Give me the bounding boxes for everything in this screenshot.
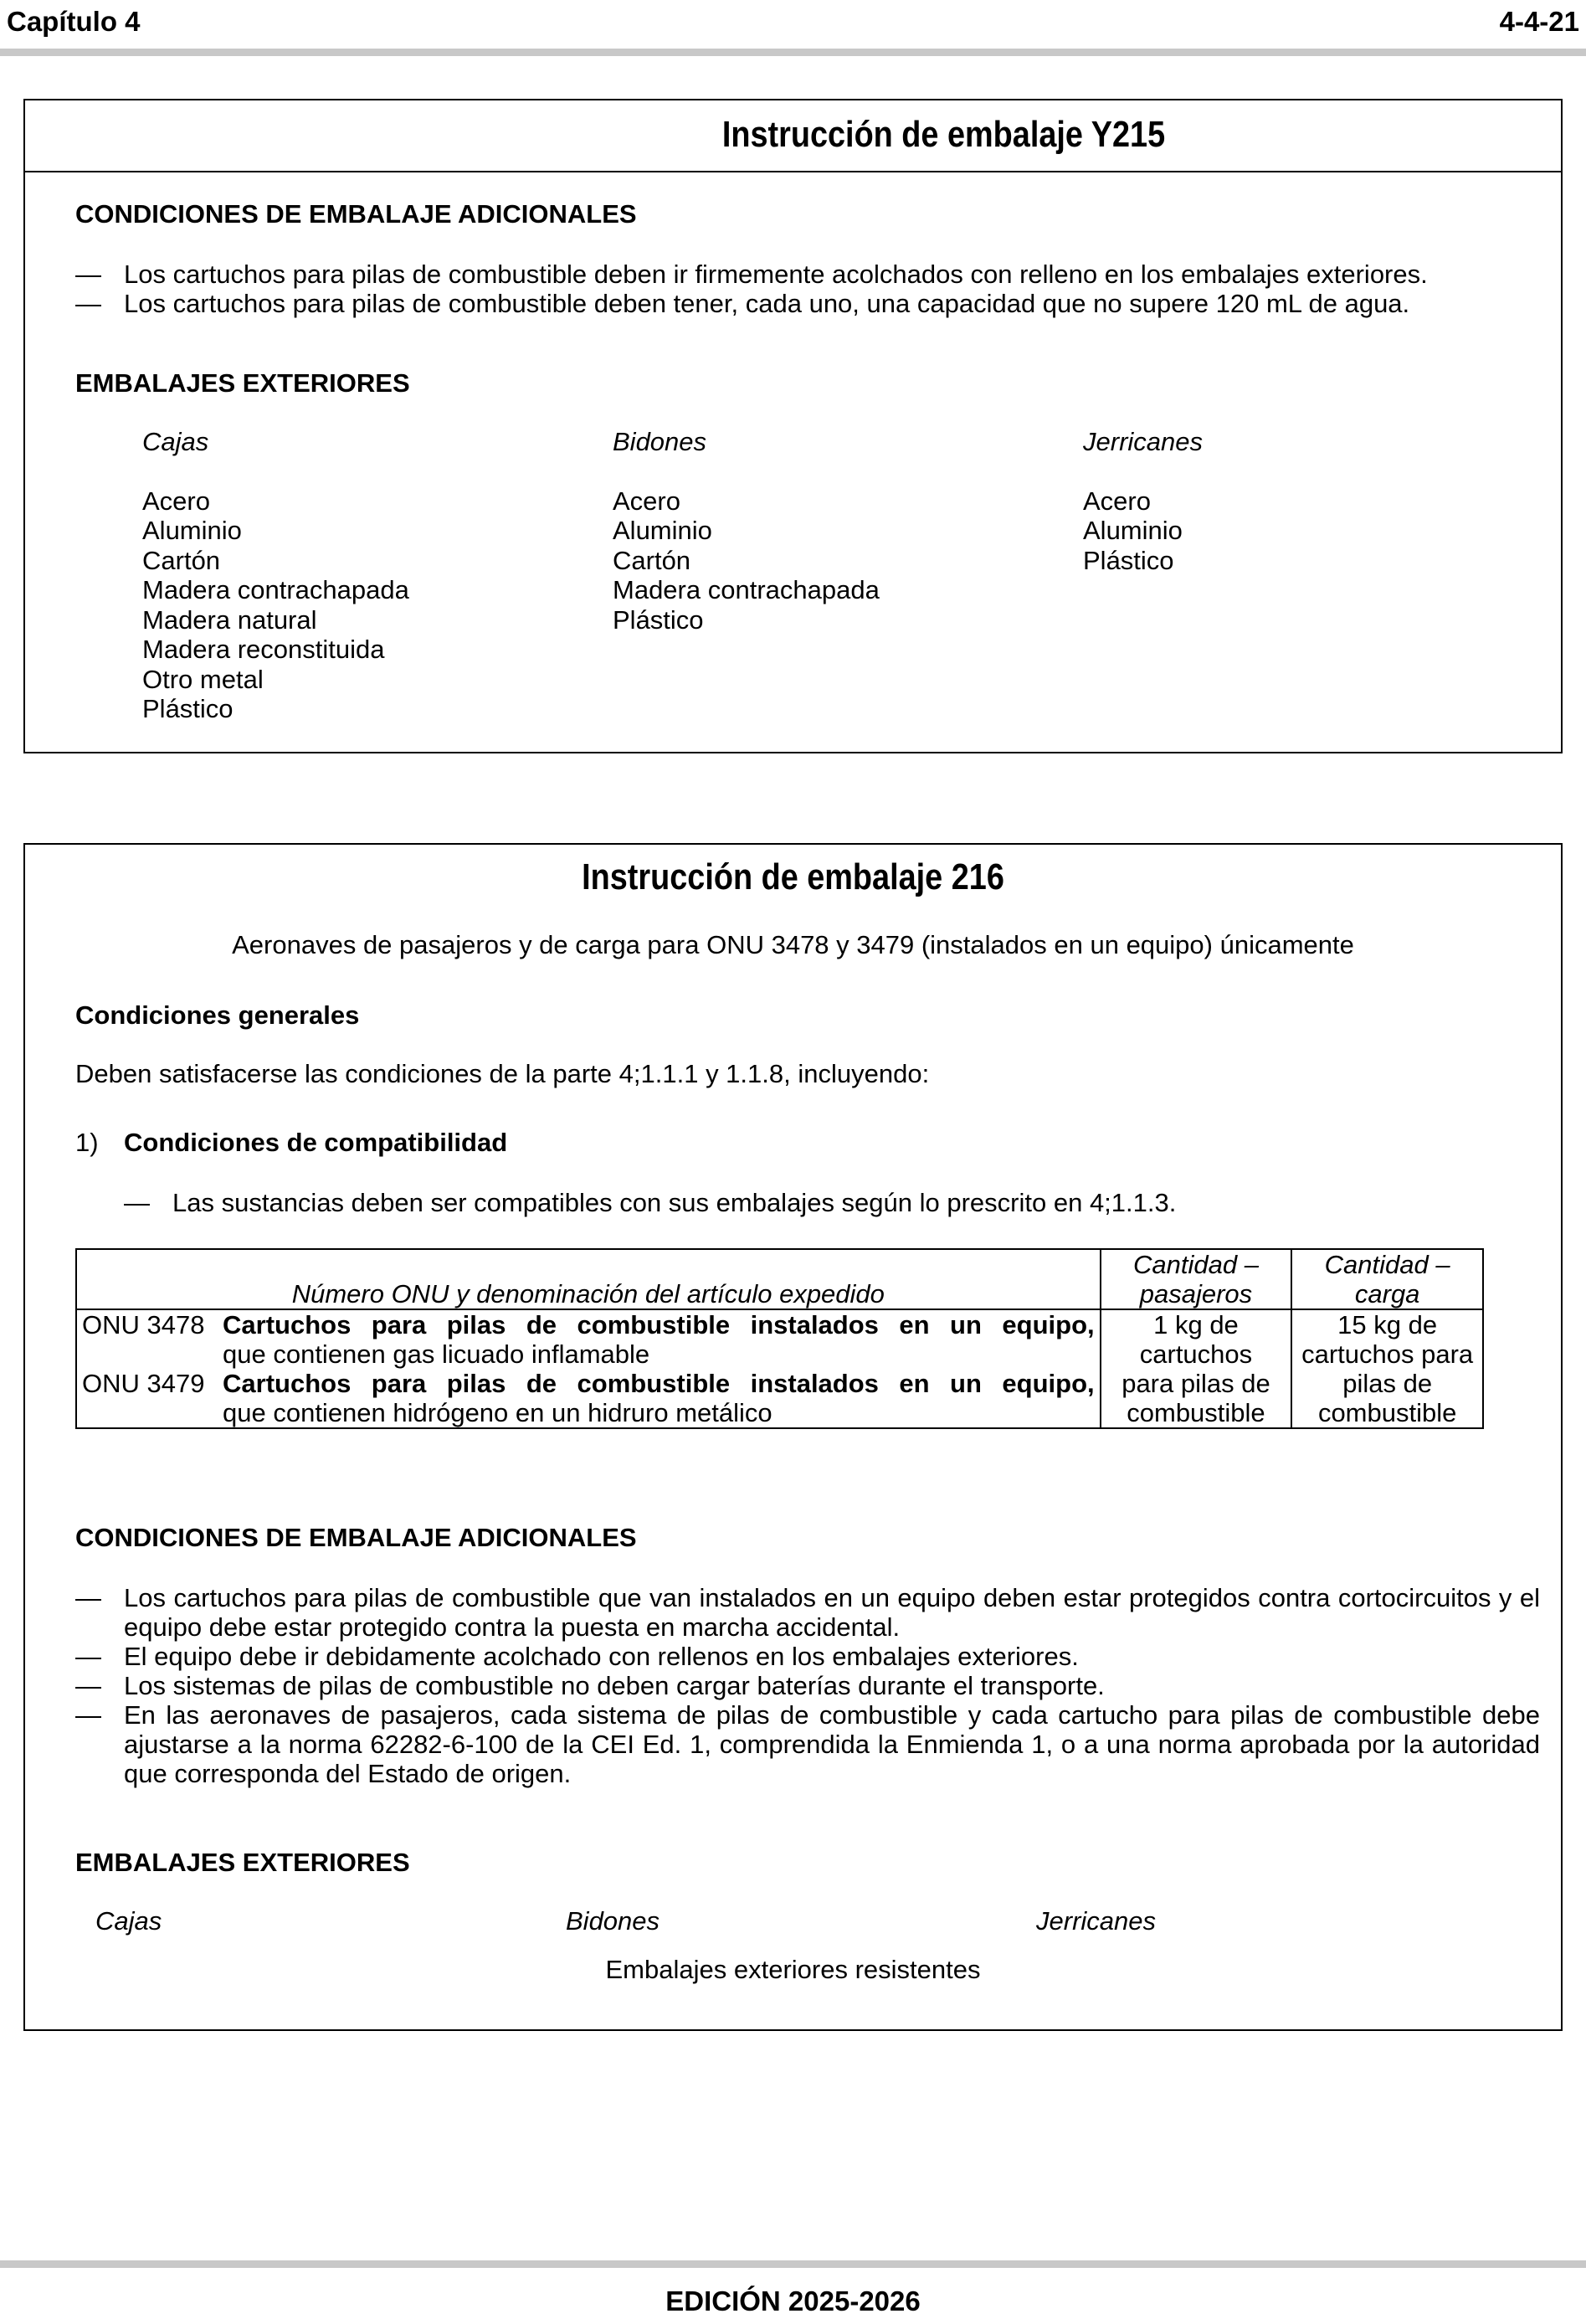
list-item: — Los sistemas de pilas de combustible no deben cargar baterías durante el transporte.: [75, 1671, 1105, 1700]
column-header: Jerricanes: [1083, 427, 1203, 456]
pi216-subtitle: Aeronaves de pasajeros y de carga para ONU 3478 y 3479 (instalados en un equipo) únicamente: [232, 930, 1354, 959]
packing-instruction-216: [23, 843, 1563, 2031]
list-item: Madera reconstituida: [142, 635, 385, 664]
column-cajas: [142, 427, 409, 724]
pi216-additional-conditions-heading: CONDICIONES DE EMBALAJE ADICIONALES: [75, 1523, 637, 1552]
table-header-un-name: Número ONU y denominación del artículo expedido: [76, 1249, 1101, 1309]
column-bidones: [613, 427, 880, 635]
list-item: Plástico: [1083, 545, 1174, 575]
list-item: Plástico: [613, 604, 704, 635]
table-cell-cargo-quantity: 15 kg de cartuchos para pilas de combustible: [1291, 1309, 1483, 1428]
quantity-table: [75, 1248, 1484, 1429]
column-header: Bidones: [613, 427, 707, 456]
list-item: Madera natural: [142, 604, 317, 635]
list-item: Otro metal: [142, 664, 264, 694]
list-item: — Los cartuchos para pilas de combustible deben tener, cada uno, una capacidad que no supere 120 mL de agua.: [75, 289, 1410, 318]
outer-header-jerricanes: Jerricanes: [1036, 1906, 1156, 1936]
compatibility-heading: Condiciones de compatibilidad: [124, 1128, 508, 1157]
general-conditions-heading: Condiciones generales: [75, 1000, 360, 1030]
list-item: Madera contrachapada: [613, 575, 880, 604]
pi216-outer-packagings-heading: EMBALAJES EXTERIORES: [75, 1848, 410, 1877]
list-item: Aluminio: [142, 516, 242, 545]
table-cell-passenger-quantity: 1 kg de cartuchos para pilas de combustible: [1101, 1309, 1292, 1428]
list-item: Cartón: [613, 545, 691, 575]
table-row: [76, 1309, 1483, 1428]
list-item: Acero: [1083, 486, 1151, 516]
edition-label: EDICIÓN 2025-2026: [665, 2285, 921, 2316]
general-conditions-text: Deben satisfacerse las condiciones de la parte 4;1.1.1 y 1.1.8, incluyendo:: [75, 1059, 930, 1088]
outer-header-cajas: Cajas: [95, 1906, 162, 1936]
y215-conditions-list: [75, 260, 1540, 318]
list-item: — Los cartuchos para pilas de combustible deben ir firmemente acolchados con relleno en los embalajes exteriores.: [75, 260, 1428, 289]
list-item: — El equipo debe ir debidamente acolchado con rellenos en los embalajes exteriores.: [75, 1642, 1079, 1671]
list-item: Madera contrachapada: [142, 575, 409, 604]
table-header-cargo: Cantidad – carga: [1291, 1249, 1483, 1309]
pi216-conditions-list: [75, 1583, 1540, 1788]
table-header-passenger: Cantidad – pasajeros: [1101, 1249, 1292, 1309]
page-number: 4-4-21: [1499, 6, 1579, 37]
y215-additional-conditions-heading: CONDICIONES DE EMBALAJE ADICIONALES: [75, 199, 637, 229]
y215-title: Instrucción de embalaje Y215: [721, 114, 1166, 155]
chapter-label: Capítulo 4: [7, 6, 141, 37]
article-row: ONU 3479 Cartuchos para pilas de combustible instalados en un equipo,: [82, 1369, 1095, 1398]
list-item: Acero: [613, 486, 680, 516]
list-item: — En las aeronaves de pasajeros, cada sistema de pilas de combustible y cada cartucho para pilas de combustible debe ajustarse a la norma 62282-6-100 de la CEI Ed. 1, comprendida la Enmienda 1, o a una norma aprobada por la autoridad que corresponda del Estado de origen.: [75, 1700, 1540, 1788]
pi216-title: Instrucción de embalaje 216: [582, 856, 1004, 897]
packing-instruction-y215: [23, 99, 1563, 753]
outer-packaging-note: Embalajes exteriores resistentes: [605, 1955, 981, 1984]
list-item: Cartón: [142, 545, 221, 575]
list-item: — Las sustancias deben ser compatibles con sus embalajes según lo prescrito en 4;1.1.3.: [124, 1188, 1177, 1217]
header-rule: [0, 49, 1586, 56]
compatibility-item-number: 1): [75, 1128, 99, 1157]
list-item: Aluminio: [613, 516, 712, 545]
compatibility-list: [124, 1188, 1463, 1217]
list-item: Plástico: [142, 694, 234, 723]
footer-rule: [0, 2260, 1586, 2268]
table-header-row: [76, 1249, 1483, 1309]
y215-outer-packagings-heading: EMBALAJES EXTERIORES: [75, 368, 410, 398]
column-jerricanes: [1083, 427, 1203, 575]
column-header: Cajas: [142, 427, 209, 456]
list-item: Acero: [142, 486, 210, 516]
y215-title-row: [25, 100, 1561, 172]
list-item: — Los cartuchos para pilas de combustible que van instalados en un equipo deben estar protegidos contra cortocircuitos y el equipo debe estar protegido contra la puesta en marcha accidental.: [75, 1583, 1540, 1642]
list-item: Aluminio: [1083, 516, 1183, 545]
table-cell-articles: ONU 3478 Cartuchos para pilas de combustible instalados en un equipo, que contienen gas licuado inflamable ONU 3479 Cartuchos para pilas de combustible instalados en un equipo, que contienen hidrógeno en un hidruro metálico: [76, 1309, 1101, 1428]
article-row: ONU 3478 Cartuchos para pilas de combustible instalados en un equipo,: [82, 1310, 1095, 1339]
outer-header-bidones: Bidones: [566, 1906, 660, 1936]
